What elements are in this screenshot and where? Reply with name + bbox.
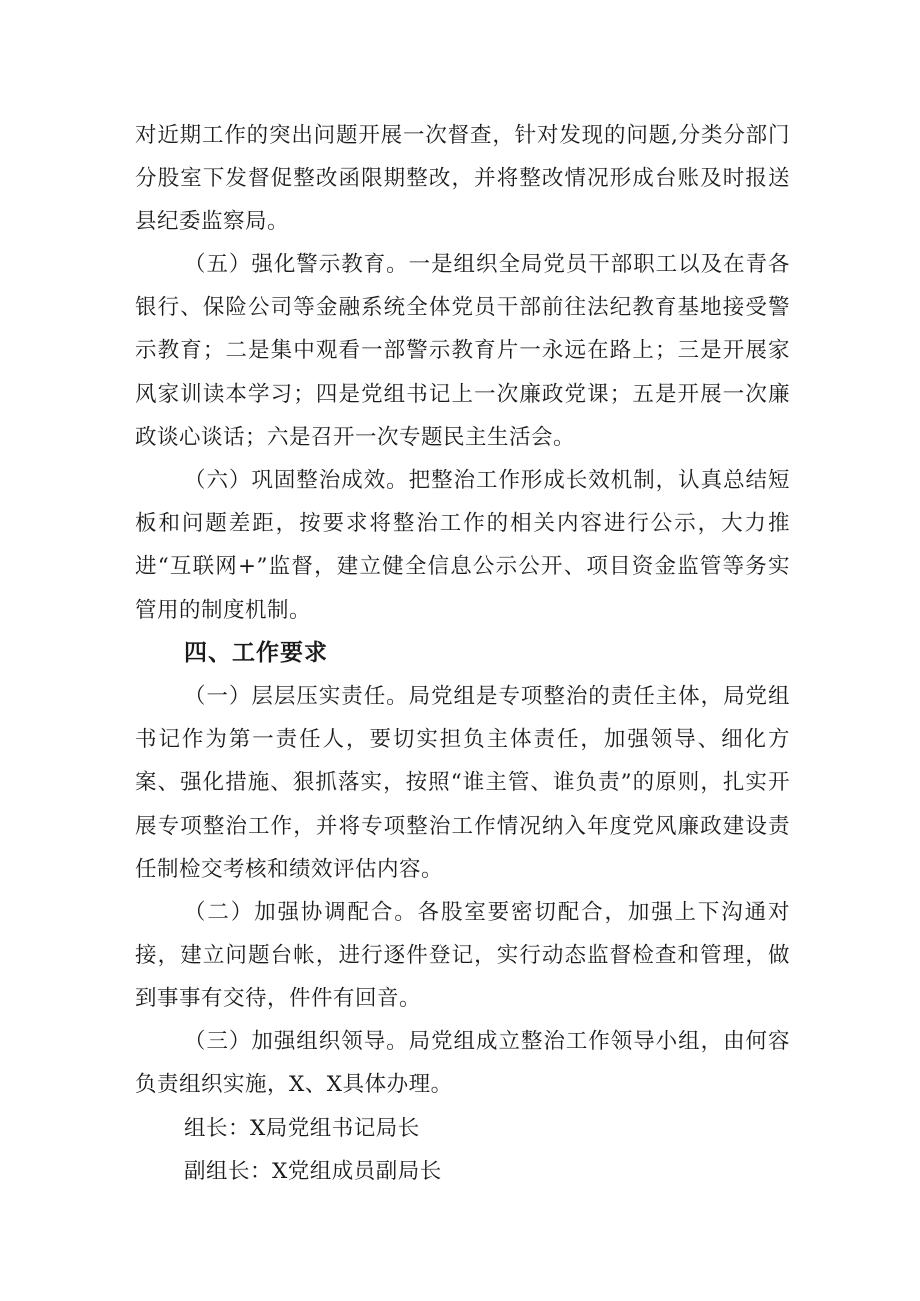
paragraph-organization-leadership: （三）加强组织领导。局党组成立整治工作领导小组，由何容负责组织实施，X、X具体办理。 <box>135 1029 790 1098</box>
deputy-leader-line: 副组长：X党组成员副局长 <box>184 1159 442 1184</box>
section-heading-work-requirements: 四、工作要求 <box>184 640 328 666</box>
paragraph-consolidate-results: （六）巩固整治成效。把整治工作形成长效机制，认真总结短板和问题差距，按要求将整治工作的相关内容进行公示，大力推进“互联网+”监督，建立健全信息公示公开、项目资金监管等务实管用的制度机制。 <box>135 468 790 623</box>
paragraph-supervision-continuation: 对近期工作的突出问题开展一次督查，针对发现的问题,分类分部门分股室下发督促整改函限期整改，并将整改情况形成台账及时报送县纪委监察局。 <box>135 123 790 235</box>
paragraph-warning-education: （五）强化警示教育。一是组织全局党员干部职工以及在青各银行、保险公司等金融系统全体党员干部前往法纪教育基地接受警示教育；二是集中观看一部警示教育片一永远在路上；三是开展家风家训读本学习；四是党组书记上一次廉政党课；五是开展一次廉政谈心谈话；六是召开一次专题民主生活会。 <box>135 252 790 450</box>
paragraph-coordination: （二）加强协调配合。各股室要密切配合，加强上下沟通对接，建立问题台帐，进行逐件登记，实行动态监督检查和管理，做到事事有交待，件件有回音。 <box>135 900 790 1012</box>
leader-line: 组长：X局党组书记局长 <box>184 1116 420 1141</box>
paragraph-responsibility: （一）层层压实责任。局党组是专项整治的责任主体，局党组书记作为第一责任人，要切实担负主体责任，加强领导、细化方案、强化措施、狠抓落实，按照“谁主管、谁负责”的原则，扎实开展专项整治工作，并将专项整治工作情况纳入年度党风廉政建设责任制检交考核和绩效评估内容。 <box>135 684 790 882</box>
